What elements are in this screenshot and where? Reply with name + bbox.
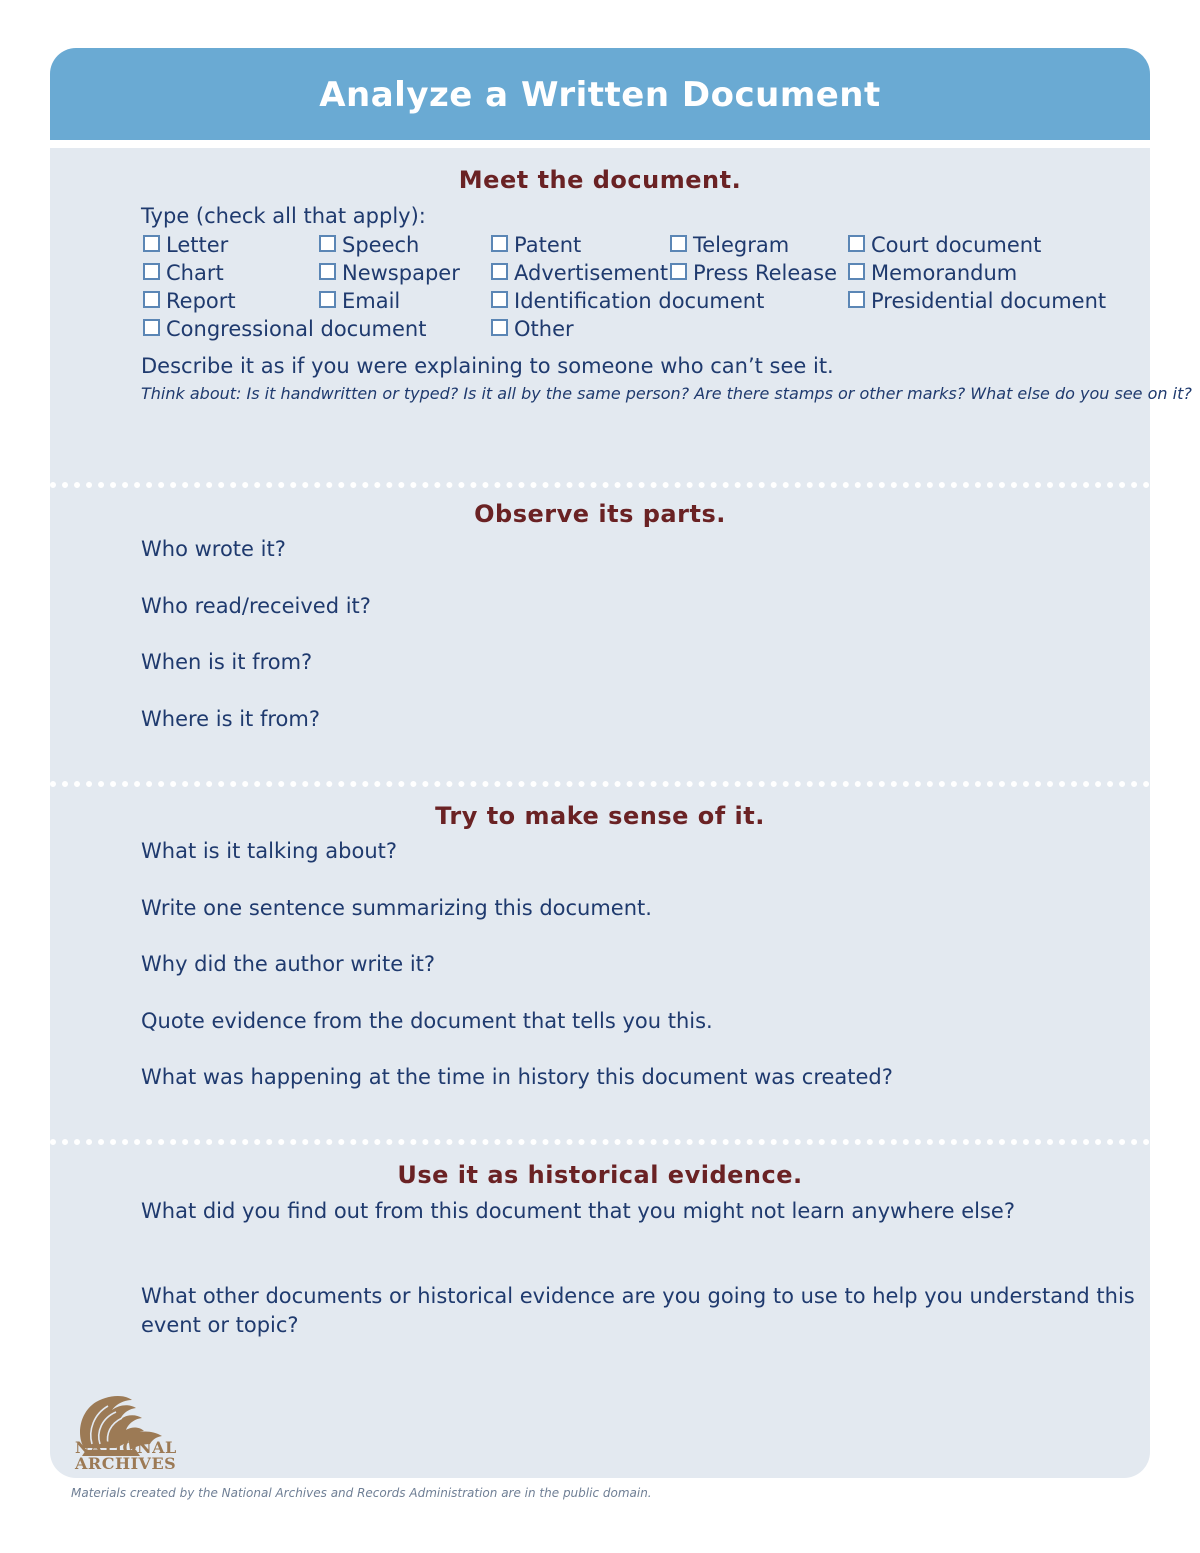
think-about-hint: Think about: Is it handwritten or typed? Is it all by the same person? Are there stamps or other marks? What else do you see on it? (141, 384, 1192, 403)
checkbox-speech[interactable] (319, 233, 419, 257)
question-talking-about: What is it talking about? (141, 839, 398, 863)
type-label: Type (check all that apply): (141, 204, 426, 228)
checkbox-icon[interactable] (848, 291, 865, 308)
checkbox-court-document[interactable] (848, 233, 1041, 257)
checkbox-label: Speech (342, 233, 420, 257)
checkbox-icon[interactable] (491, 291, 508, 308)
checkbox-icon[interactable] (491, 235, 508, 252)
checkbox-icon[interactable] (491, 263, 508, 280)
checkbox-advertisement[interactable] (491, 261, 668, 285)
checkbox-other[interactable] (491, 317, 574, 341)
logo-text-national: NATIONAL (75, 1438, 177, 1457)
checkbox-label: Advertisement (514, 261, 669, 285)
page-title: Analyze a Written Document (319, 75, 881, 115)
checkbox-icon[interactable] (491, 319, 508, 336)
question-other-documents: What other documents or historical evidence are you going to use to help you understand this (141, 1284, 1135, 1308)
question-other-documents-cont: event or topic? (141, 1313, 299, 1337)
question-summarize: Write one sentence summarizing this document. (141, 896, 652, 920)
checkbox-chart[interactable] (143, 261, 224, 285)
describe-prompt: Describe it as if you were explaining to someone who can’t see it. (141, 354, 834, 378)
logo-text-archives: ARCHIVES (75, 1454, 177, 1473)
question-history-context: What was happening at the time in history this document was created? (141, 1065, 893, 1089)
checkbox-label: Memorandum (871, 261, 1018, 285)
checkbox-email[interactable] (319, 289, 400, 313)
section-title-sense: Try to make sense of it. (435, 802, 765, 830)
checkbox-icon[interactable] (670, 263, 687, 280)
question-who-received: Who read/received it? (141, 594, 371, 618)
checkbox-label: Identification document (514, 289, 765, 313)
checkbox-label: Letter (166, 233, 229, 257)
checkbox-label: Patent (514, 233, 582, 257)
checkbox-label: Press Release (693, 261, 837, 285)
checkbox-report[interactable] (143, 289, 236, 313)
section-divider (50, 781, 1150, 787)
checkbox-icon[interactable] (143, 235, 160, 252)
checkbox-label: Telegram (693, 233, 790, 257)
checkbox-label: Court document (871, 233, 1042, 257)
checkbox-patent[interactable] (491, 233, 581, 257)
footer-note: Materials created by the National Archives and Records Administration are in the public domain. (71, 1486, 652, 1500)
section-title-observe: Observe its parts. (474, 500, 726, 528)
question-where: Where is it from? (141, 707, 320, 731)
checkbox-label: Other (514, 317, 574, 341)
checkbox-identification-document[interactable] (491, 289, 764, 313)
worksheet-panel (50, 148, 1192, 1478)
section-divider (50, 1139, 1150, 1145)
checkbox-icon[interactable] (670, 235, 687, 252)
checkbox-icon[interactable] (848, 263, 865, 280)
checkbox-label: Email (342, 289, 401, 313)
checkbox-press-release[interactable] (670, 261, 837, 285)
checkbox-newspaper[interactable] (319, 261, 460, 285)
checkbox-label: Chart (166, 261, 224, 285)
question-quote-evidence: Quote evidence from the document that tells you this. (141, 1009, 713, 1033)
checkbox-label: Congressional document (166, 317, 427, 341)
checkbox-icon[interactable] (143, 263, 160, 280)
checkbox-congressional-document[interactable] (143, 317, 426, 341)
checkbox-memorandum[interactable] (848, 261, 1017, 285)
checkbox-icon[interactable] (143, 319, 160, 336)
question-who-wrote: Who wrote it? (141, 537, 286, 561)
checkbox-icon[interactable] (319, 291, 336, 308)
section-title-evidence: Use it as historical evidence. (397, 1161, 803, 1189)
checkbox-label: Newspaper (342, 261, 460, 285)
checkbox-icon[interactable] (848, 235, 865, 252)
checkbox-icon[interactable] (319, 263, 336, 280)
checkbox-label: Presidential document (871, 289, 1107, 313)
section-divider (50, 482, 1150, 488)
checkbox-label: Report (166, 289, 236, 313)
question-find-out: What did you find out from this document that you might not learn anywhere else? (141, 1199, 1015, 1223)
question-when: When is it from? (141, 650, 313, 674)
worksheet-card (50, 48, 1192, 1478)
checkbox-icon[interactable] (143, 291, 160, 308)
question-why: Why did the author write it? (141, 952, 436, 976)
section-title-meet: Meet the document. (458, 166, 742, 194)
checkbox-letter[interactable] (143, 233, 228, 257)
checkbox-icon[interactable] (319, 235, 336, 252)
checkbox-telegram[interactable] (670, 233, 789, 257)
checkbox-presidential-document[interactable] (848, 289, 1106, 313)
header-banner (50, 48, 1150, 140)
